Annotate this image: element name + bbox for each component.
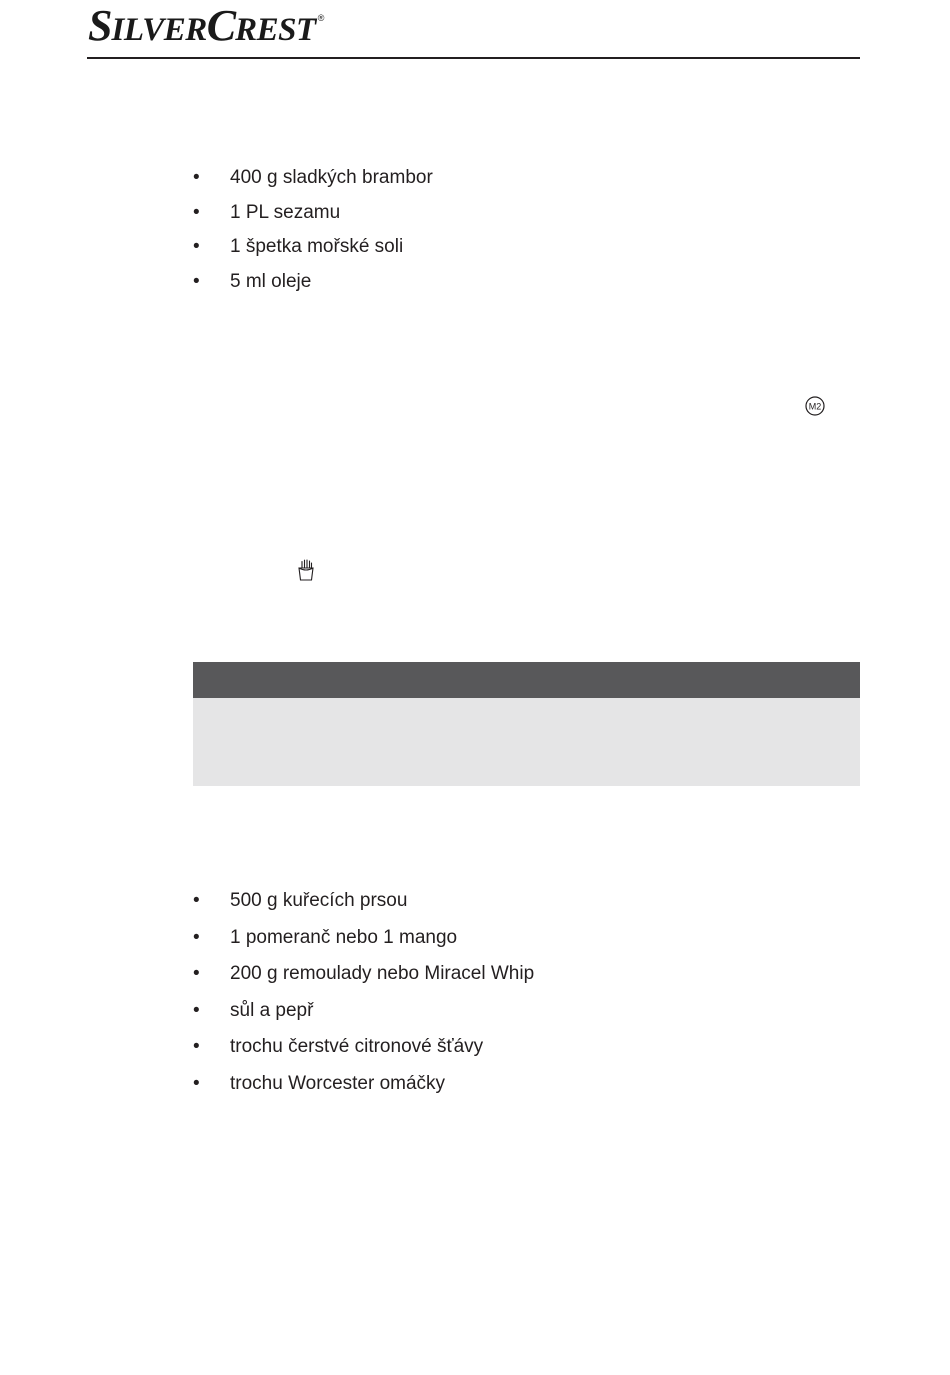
ingredient-text: 1 PL sezamu bbox=[230, 201, 341, 223]
header-divider bbox=[87, 57, 860, 59]
silvercrest-logo: SILVERCREST ® bbox=[88, 1, 325, 50]
ingredient-text: 1 špetka mořské soli bbox=[230, 236, 404, 257]
note-box bbox=[193, 662, 860, 786]
ingredient-text: sůl a pepř bbox=[230, 999, 314, 1021]
bullet: • bbox=[193, 236, 200, 257]
svg-text:M2: M2 bbox=[808, 401, 822, 412]
note-header bbox=[193, 662, 860, 698]
ingredient-text: 5 ml oleje bbox=[230, 270, 312, 292]
bullet: • bbox=[193, 167, 200, 188]
bullet: • bbox=[193, 926, 200, 948]
program-m2-icon bbox=[805, 396, 825, 416]
bullet: • bbox=[193, 963, 200, 984]
note-body bbox=[193, 698, 860, 786]
bullet: • bbox=[193, 1072, 200, 1094]
ingredient-text: 500 g kuřecích prsou bbox=[230, 890, 408, 911]
fries-icon bbox=[297, 559, 315, 581]
ingredient-text: trochu Worcester omáčky bbox=[230, 1072, 446, 1094]
bullet: • bbox=[193, 890, 200, 911]
bullet: • bbox=[193, 270, 200, 292]
ingredient-text: 400 g sladkých brambor bbox=[230, 167, 433, 188]
ingredient-text: 200 g remoulady nebo Miracel Whip bbox=[230, 963, 535, 984]
bullet: • bbox=[193, 201, 200, 223]
ingredient-text: 1 pomeranč nebo 1 mango bbox=[230, 926, 458, 948]
bullet: • bbox=[193, 1036, 200, 1057]
bullet: • bbox=[193, 999, 200, 1021]
ingredient-text: trochu čerstvé citronové šťávy bbox=[230, 1036, 484, 1057]
